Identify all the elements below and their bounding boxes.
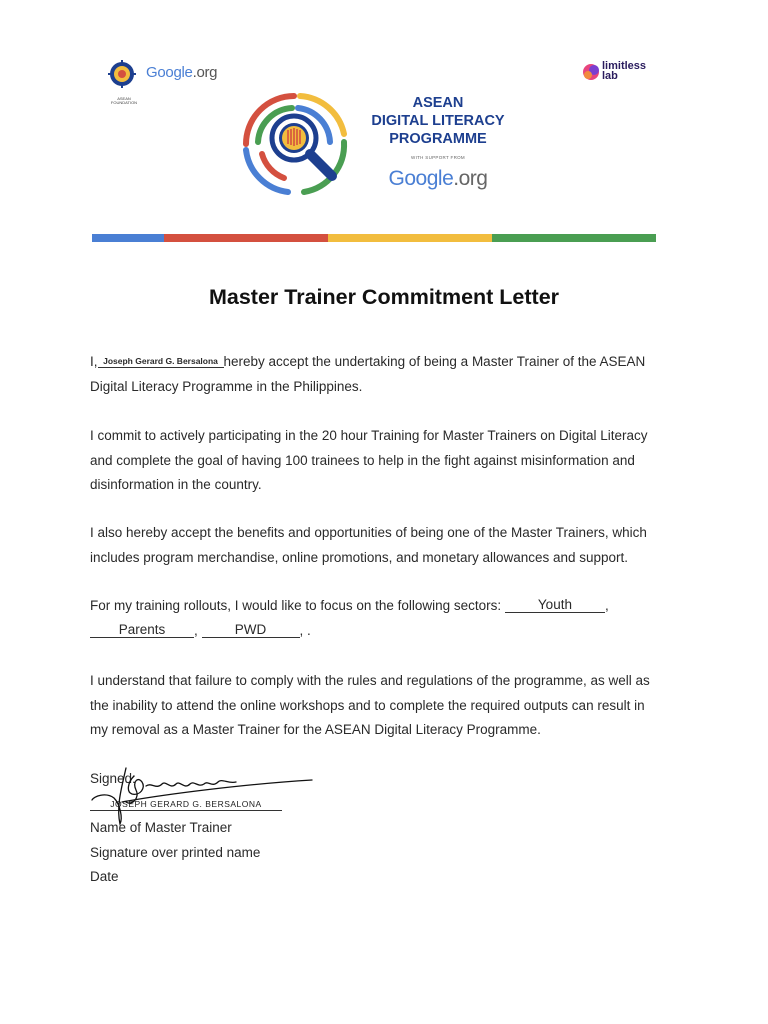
- letter-title: Master Trainer Commitment Letter: [208, 285, 560, 309]
- asean-foundation-emblem-icon: [108, 60, 140, 92]
- org-word: .org: [192, 64, 218, 81]
- p2-line1: I commit to actively participating in the 20 hour Training for Master Trainers on Digital Literacy: [90, 428, 648, 443]
- p1-line2: Digital Literacy Programme in the Philippines.: [90, 378, 363, 394]
- signed-label: Signed:: [90, 771, 136, 786]
- p5-line2: the inability to attend the online workshops and to complete the required outputs can result in: [90, 697, 645, 713]
- asean-foundation-logo: [108, 60, 140, 104]
- p5-line1: I understand that failure to comply with the rules and regulations of the programme, as well as: [90, 673, 650, 688]
- asean-foundation-label: ASEAN FOUNDATION: [110, 96, 138, 105]
- stripe-red: [164, 234, 328, 242]
- p3-line1: I also hereby accept the benefits and opportunities of being one of the Master Trainers, which: [90, 525, 647, 540]
- paragraph-training: [90, 424, 670, 498]
- limitless-lab-icon: [582, 63, 600, 81]
- stripe-blue: [92, 234, 164, 242]
- google-org-logo-small: [146, 64, 217, 81]
- sector-field-3: PWD: [202, 622, 300, 638]
- stripe-yellow: [328, 234, 492, 242]
- paragraph-sectors: For my training rollouts, I would like to focus on the following sectors: Youth , Parents , PWD , .: [90, 597, 609, 638]
- name-of-trainer-label: Name of Master Trainer: [90, 820, 232, 835]
- paragraph-commitment: [90, 350, 670, 399]
- p4-prefix: For my training rollouts, I would like to focus on the following sectors:: [90, 598, 502, 613]
- org-word: .org: [453, 167, 488, 190]
- google-org-logo-large: [360, 167, 516, 191]
- p2-line2: and complete the goal of having 100 trainees to help in the fight against misinformation and: [90, 452, 635, 468]
- programme-title-line3: PROGRAMME: [389, 131, 487, 147]
- paragraph-benefits: [90, 521, 670, 570]
- paragraph-compliance: [90, 669, 670, 743]
- limitless-line1: limitless: [602, 60, 647, 72]
- sector-field-2: Parents: [90, 622, 194, 638]
- support-text: WITH SUPPORT FROM: [411, 155, 465, 160]
- p1-line1-rest: hereby accept the undertaking of being a Master Trainer of the ASEAN: [223, 354, 646, 369]
- digital-literacy-magnifier-icon: [234, 84, 356, 206]
- google-word: Google: [146, 64, 193, 81]
- limitless-lab-logo: [582, 60, 662, 86]
- sector-field-1: Youth: [505, 597, 605, 613]
- signature-label: Signature over printed name: [90, 845, 261, 860]
- trainer-name-field: Joseph Gerard G. Bersalona: [98, 355, 224, 368]
- date-label: Date: [90, 869, 119, 884]
- programme-title-line2: DIGITAL LITERACY: [371, 113, 505, 129]
- programme-title: [360, 94, 516, 148]
- p3-line2: includes program merchandise, online promotions, and monetary allowances and support.: [90, 549, 629, 565]
- p5-line3: my removal as a Master Trainer for the ASEAN Digital Literacy Programme.: [90, 722, 541, 737]
- google-word: Google: [388, 167, 454, 190]
- programme-logo: [234, 84, 356, 206]
- printed-name: JOSEPH GERARD G. BERSALONA: [90, 798, 282, 811]
- p2-line3: disinformation in the country.: [90, 477, 262, 492]
- p1-prefix: I,: [90, 354, 98, 369]
- stripe-green: [492, 234, 656, 242]
- limitless-line2: lab: [602, 70, 618, 82]
- programme-title-line1: ASEAN: [412, 95, 464, 111]
